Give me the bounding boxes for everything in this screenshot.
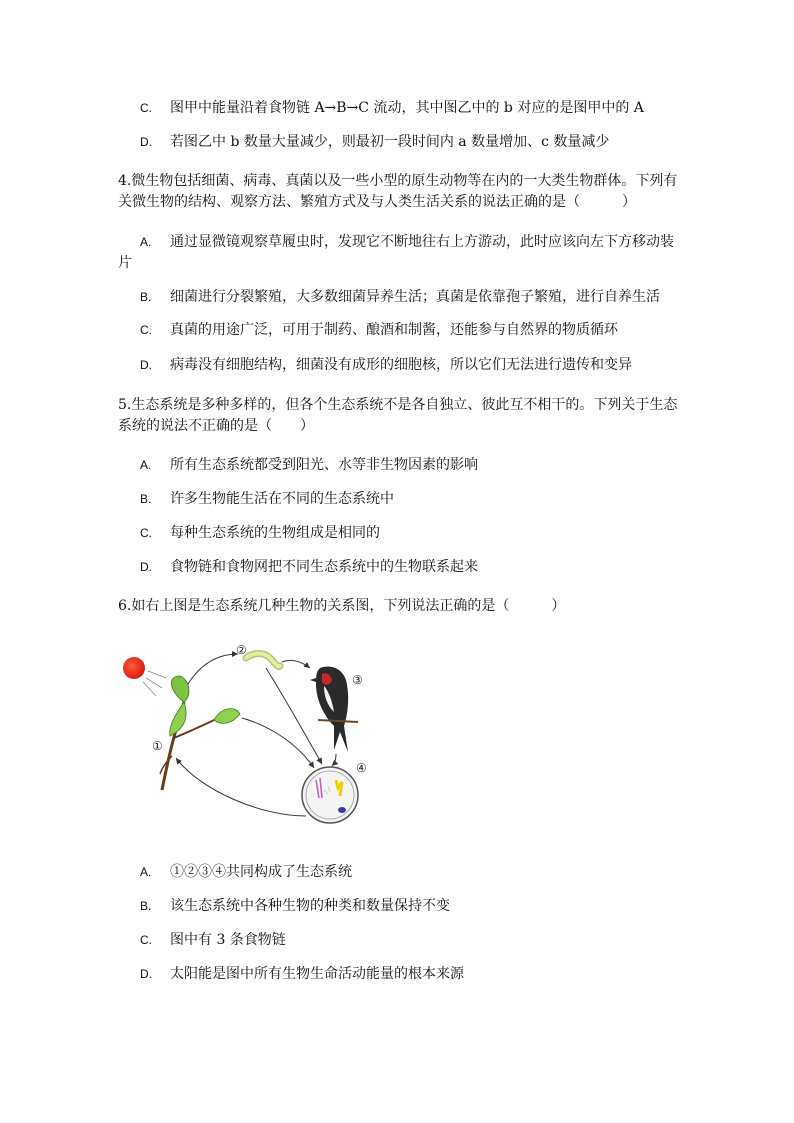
arrow-decomposer-to-plant [176, 758, 306, 816]
q5-option-a-text: 所有生态系统都受到阳光、水等非生物因素的影响 [170, 457, 478, 473]
q5-stem-line2: 系统的说法不正确的是（ ） [118, 418, 314, 434]
q5-option-d-text: 食物链和食物网把不同生态系统中的生物联系起来 [170, 559, 478, 575]
q4-stem-line1: 4.微生物包括细菌、病毒、真菌以及一些小型的原生动物等在内的一大类生物群体。下列有 [118, 173, 678, 189]
bird-label: ③ [352, 673, 363, 687]
plant-label: ① [152, 739, 163, 753]
decomposer-icon [302, 767, 358, 823]
plant-icon [160, 676, 240, 790]
q6-option-d-text: 太阳能是图中所有生物生命活动能量的根本来源 [170, 966, 464, 982]
q6-option-c-text: 图中有 3 条食物链 [170, 932, 286, 948]
q4-option-c-text: 真菌的用途广泛，可用于制药、酿酒和制酱，还能参与自然界的物质循环 [170, 322, 618, 338]
ecosystem-diagram [110, 640, 380, 840]
q5-option-c-letter: C. [140, 526, 152, 540]
caterpillar-label: ② [236, 643, 247, 657]
q6-option-d-letter: D. [140, 967, 152, 981]
caterpillar-icon [246, 654, 280, 667]
q5-option-b-text: 许多生物能生活在不同的生态系统中 [170, 491, 394, 507]
q5-option-a-letter: A. [140, 458, 152, 472]
q4-option-a-text: 通过显微镜观察草履虫时，发现它不断地往右上方游动，此时应该向左下方移动装 [170, 234, 674, 250]
q3-option-d-letter: D. [140, 135, 152, 149]
arrow-bird-to-decomposer [332, 754, 336, 766]
q4-option-a-letter: A. [140, 235, 152, 249]
arrow-caterpillar-to-decomposer [266, 668, 322, 764]
q4-stem-line2: 关微生物的结构、观察方法、繁殖方式及与人类生活关系的说法正确的是（ ） [118, 194, 636, 210]
q6-option-a-text: ①②③④共同构成了生态系统 [170, 864, 352, 880]
q5-stem-line1: 5.生态系统是多种多样的，但各个生态系统不是各自独立、彼此互不相干的。下列关于生态 [118, 397, 678, 413]
q3-option-d-text: 若图乙中 b 数量大量减少，则最初一段时间内 a 数量增加、c 数量减少 [170, 134, 610, 150]
decomposer-label: ④ [356, 761, 367, 775]
sun-icon [123, 657, 166, 696]
q4-option-d-letter: D. [140, 358, 152, 372]
q4-option-b-letter: B. [140, 290, 152, 304]
q6-option-b-text: 该生态系统中各种生物的种类和数量保持不变 [170, 898, 450, 914]
q5-option-d-letter: D. [140, 560, 152, 574]
arrow-caterpillar-to-bird [282, 660, 310, 668]
q6-option-c-letter: C. [140, 933, 152, 947]
q3-option-c-text: 图甲中能量沿着食物链 A→B→C 流动，其中图乙中的 b 对应的是图甲中的 A [170, 100, 644, 116]
arrow-plant-to-caterpillar [188, 654, 238, 684]
q3-option-c-letter: C. [140, 101, 152, 115]
q4-option-a-text-cont: 片 [118, 255, 132, 271]
q4-option-c-letter: C. [140, 323, 152, 337]
q4-option-d-text: 病毒没有细胞结构，细菌没有成形的细胞核，所以它们无法进行遗传和变异 [170, 357, 632, 373]
q5-option-b-letter: B. [140, 492, 152, 506]
bird-icon [310, 667, 358, 753]
q5-option-c-text: 每种生态系统的生物组成是相同的 [170, 525, 380, 541]
q6-stem: 6.如右上图是生态系统几种生物的关系图，下列说法正确的是（ ） [118, 598, 566, 614]
arrow-plant-to-decomposer [242, 718, 314, 768]
q6-option-b-letter: B. [140, 899, 152, 913]
q6-option-a-letter: A. [140, 865, 152, 879]
q4-option-b-text: 细菌进行分裂繁殖，大多数细菌异养生活；真菌是依靠孢子繁殖，进行自养生活 [170, 289, 660, 305]
